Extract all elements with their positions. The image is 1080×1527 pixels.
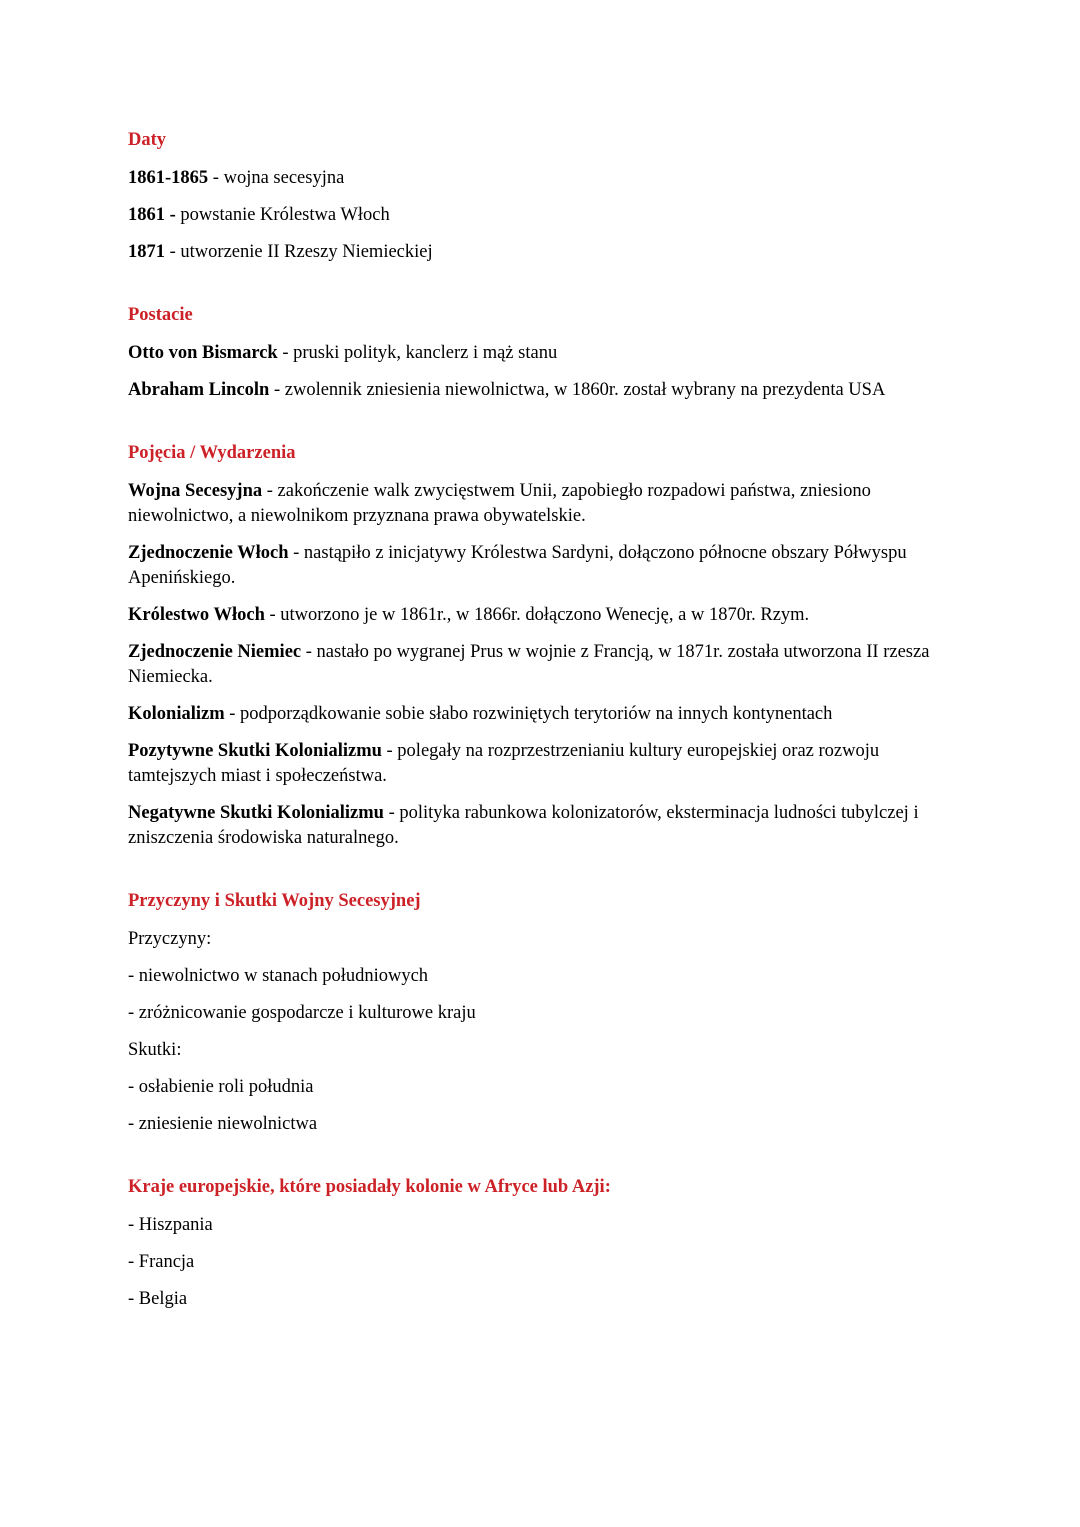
note-text: - wojna secesyjna: [208, 168, 345, 188]
note-text: Przyczyny:: [128, 929, 212, 949]
note-line: [128, 166, 956, 191]
note-term: Otto von Bismarck: [128, 343, 278, 363]
note-line: [128, 1038, 956, 1063]
section-postacie: [128, 303, 956, 403]
note-line: [128, 1075, 956, 1100]
note-text: - nastąpiło z inicjatywy Królestwa Sardyni, dołączono północne obszary Półwyspu Apenińskiego.: [128, 543, 907, 588]
note-text: - polityka rabunkowa kolonizatorów, eksterminacja ludności tubylczej i zniszczenia środowiska naturalnego.: [128, 803, 919, 848]
note-text: Skutki:: [128, 1040, 182, 1060]
section-heading-postacie: Postacie: [128, 305, 193, 325]
section-daty: [128, 128, 956, 265]
note-term: 1861-1865: [128, 168, 209, 188]
note-text: - niewolnictwo w stanach południowych: [128, 966, 429, 986]
note-term: Pozytywne Skutki Kolonializmu: [128, 741, 382, 761]
note-text: - utworzono je w 1861r., w 1866r. dołączono Wenecję, a w 1870r. Rzym.: [264, 605, 810, 625]
note-term: Królestwo Włoch: [128, 605, 265, 625]
note-term: 1861 -: [128, 205, 176, 225]
note-line: [128, 603, 956, 628]
note-line: [128, 341, 956, 366]
note-line: [128, 1001, 956, 1026]
note-line: [128, 739, 956, 789]
note-line: [128, 541, 956, 591]
note-line: [128, 702, 956, 727]
note-line: [128, 640, 956, 690]
note-text: - Hiszpania: [128, 1215, 213, 1235]
note-text: - podporządkowanie sobie słabo rozwiniętych terytoriów na innych kontynentach: [224, 704, 833, 724]
note-term: Zjednoczenie Włoch: [128, 543, 289, 563]
note-text: - osłabienie roli południa: [128, 1077, 314, 1097]
section-heading-pojecia: Pojęcia / Wydarzenia: [128, 443, 296, 463]
note-term: Zjednoczenie Niemiec: [128, 642, 302, 662]
section-pojecia-wydarzenia: [128, 441, 956, 851]
note-text: - Belgia: [128, 1289, 188, 1309]
note-text: - utworzenie II Rzeszy Niemieckiej: [165, 242, 433, 262]
note-text: - nastało po wygranej Prus w wojnie z Francją, w 1871r. została utworzona II rzesza Niemiecka.: [128, 642, 930, 687]
note-line: [128, 927, 956, 952]
section-przyczyny-skutki: [128, 889, 956, 1137]
note-term: Abraham Lincoln: [128, 380, 270, 400]
note-text: - pruski polityk, kanclerz i mąż stanu: [277, 343, 558, 363]
note-text: - zniesienie niewolnictwa: [128, 1114, 318, 1134]
note-term: Kolonializm: [128, 704, 225, 724]
note-text: - Francja: [128, 1252, 195, 1272]
note-line: [128, 801, 956, 851]
note-line: [128, 203, 956, 228]
note-text: - zwolennik zniesienia niewolnictwa, w 1860r. został wybrany na prezydenta USA: [269, 380, 886, 400]
note-line: [128, 1250, 956, 1275]
note-text: - zakończenie walk zwycięstwem Unii, zapobiegło rozpadowi państwa, zniesiono niewolnictwo, a niewolnikom przyznana prawa obywatelskie.: [128, 481, 871, 526]
note-term: Wojna Secesyjna: [128, 481, 263, 501]
note-text: - zróżnicowanie gospodarcze i kulturowe kraju: [128, 1003, 476, 1023]
note-line: [128, 479, 956, 529]
note-text: powstanie Królestwa Włoch: [175, 205, 390, 225]
note-line: [128, 1112, 956, 1137]
note-term: 1871: [128, 242, 165, 262]
section-heading-daty: Daty: [128, 130, 167, 150]
note-line: [128, 240, 956, 265]
note-text: - polegały na rozprzestrzenianiu kultury europejskiej oraz rozwoju tamtejszych miast i społeczeństwa.: [128, 741, 880, 786]
note-line: [128, 964, 956, 989]
note-term: Negatywne Skutki Kolonializmu: [128, 803, 384, 823]
section-kraje-europejskie: [128, 1175, 956, 1312]
note-line: [128, 378, 956, 403]
note-line: [128, 1213, 956, 1238]
section-heading-kraje: Kraje europejskie, które posiadały kolonie w Afryce lub Azji:: [128, 1177, 611, 1197]
note-line: [128, 1287, 956, 1312]
section-heading-przyczyny: Przyczyny i Skutki Wojny Secesyjnej: [128, 891, 421, 911]
